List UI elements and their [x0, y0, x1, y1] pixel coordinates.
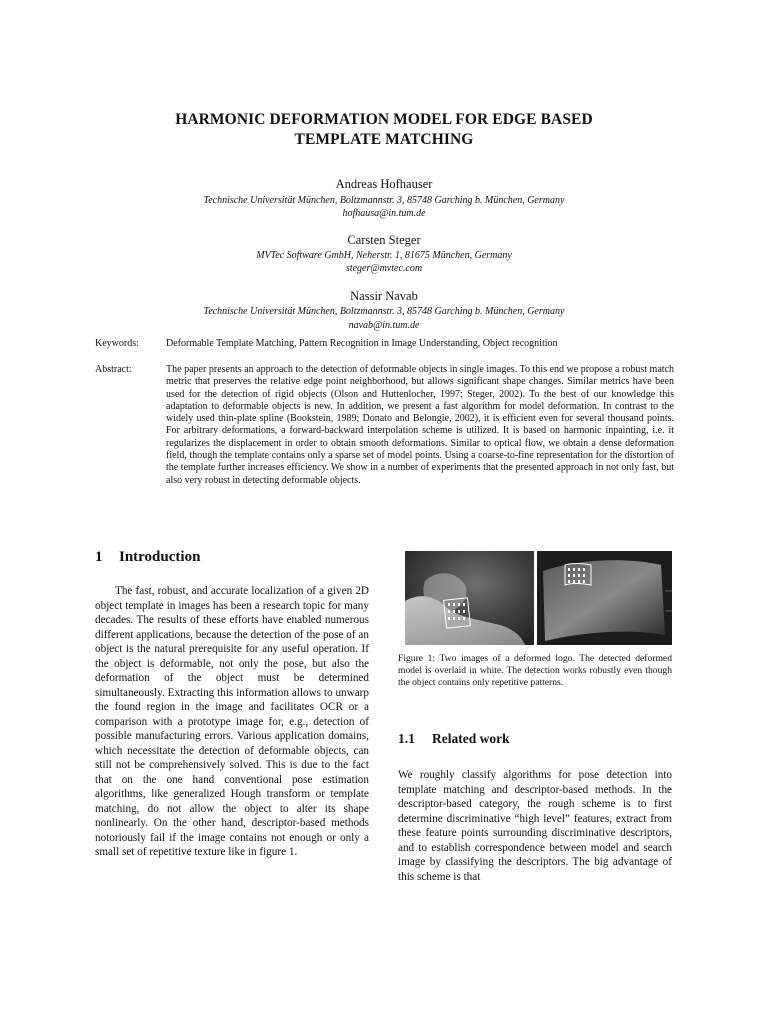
abstract-body: The paper presents an approach to the detection of deformable objects in single images. To this end we propose a robust match metric that preserves the relative edge point neighborhood, but allows significant shape changes. Similar metrics have been used for the detection of rigid objects (Olson and Huttenlocher, 1997; Steger, 2002). To the best of our knowledge this adaptation to deformable objects is new. In addition, we present a fast algorithm for model deformation. In contrast to the widely used thin-plate spline (Bookstein, 1989; Donato and Belongie, 2002), it is efficient even for several thousand points. For arbitrary deformations, a forward-backward interpolation scheme is utilized. It is based on harmonic inpainting, i.e. it regularizes the displacement in order to obtain smooth deformations. Similar to optical flow, we obtain a dense deformation field, though the template contains only a sparse set of model points. Using a coarse-to-fine representation for the distortion of the template further increases efficiency. We show in a number of experiments that the presented approach in not only fast, but also very robust in detecting deformable objects. — [166, 364, 674, 486]
section-title: Introduction — [119, 549, 201, 565]
author-name-3: Nassir Navab — [350, 289, 418, 303]
author-name-1: Andreas Hofhauser — [335, 177, 433, 191]
figure-1-caption: Figure 1: Two images of a deformed logo. The detected deformed model is overlaid in white. The detection works robustly even though the object contains only repetitive patterns. — [398, 653, 672, 689]
author-affiliation-2: MVTec Software GmbH, Neherstr. 1, 81675 München, Germany — [256, 250, 512, 261]
related-work-paragraph: We roughly classify algorithms for pose detection into template matching and descriptor-based methods. In the descriptor-based category, the rough scheme is to first determine discriminative “high level” features, extract from these feature points surrounding discriminative descriptors, and to establish correspondence between model and search image by classifying the descriptors. The big advantage of this scheme is that — [398, 769, 672, 883]
author-email-3: navab@in.tum.de — [348, 320, 420, 331]
subsection-title: Related work — [432, 731, 510, 746]
section-heading-introduction — [95, 549, 200, 566]
author-name-2: Carsten Steger — [347, 233, 421, 247]
abstract-label: Abstract: — [95, 364, 132, 375]
author-affiliation-1: Technische Universität München, Boltzmannstr. 3, 85748 Garching b. München, Germany — [203, 195, 565, 206]
introduction-paragraph: The fast, robust, and accurate localization of a given 2D object template in images has been a research topic for many decades. The results of these efforts have enabled numerous different applications, because the detection of the pose of an object is the natural prerequisite for any useful operation. If the object is deformable, not only the pose, but also the deformation of the object must be determined simultaneously. Extracting this information allows to unwarp the found region in the image and facilitates OCR or a comparison with a prototype image for, e.g., detection of possible manufacturing errors. Various application domains, which necessitate the detection of deformable objects, can still not be comprehensively solved. This is due to the fact that on the one hand conventional pose estimation algorithms, like generalized Hough transform or template matching, do not allow the object to alter its shape nonlinearly. On the other hand, descriptor-based methods notoriously fail if the image contains not enough or only a small set of repetitive texture like in figure 1. — [95, 585, 369, 858]
abstract-text — [166, 364, 674, 487]
paper-title-line-2: TEMPLATE MATCHING — [294, 131, 474, 148]
introduction-body — [95, 584, 369, 860]
paper-title-line-1: HARMONIC DEFORMATION MODEL FOR EDGE BASED — [175, 111, 593, 128]
section-heading-related-work — [398, 731, 510, 747]
keywords-label: Keywords: — [95, 338, 139, 349]
keywords-text: Deformable Template Matching, Pattern Recognition in Image Understanding, Object recognition — [166, 338, 558, 349]
figure-1-image-left — [405, 551, 534, 645]
paper-title — [0, 110, 768, 150]
figure-1-image-right — [537, 551, 672, 645]
author-affiliation-3: Technische Universität München, Boltzmannstr. 3, 85748 Garching b. München, Germany — [203, 306, 565, 317]
author-email-2: steger@mvtec.com — [345, 263, 423, 274]
subsection-number: 1.1 — [398, 731, 415, 746]
author-email-1: hofhausa@in.tum.de — [342, 208, 426, 219]
related-work-body — [398, 768, 672, 884]
section-number: 1 — [95, 549, 103, 565]
